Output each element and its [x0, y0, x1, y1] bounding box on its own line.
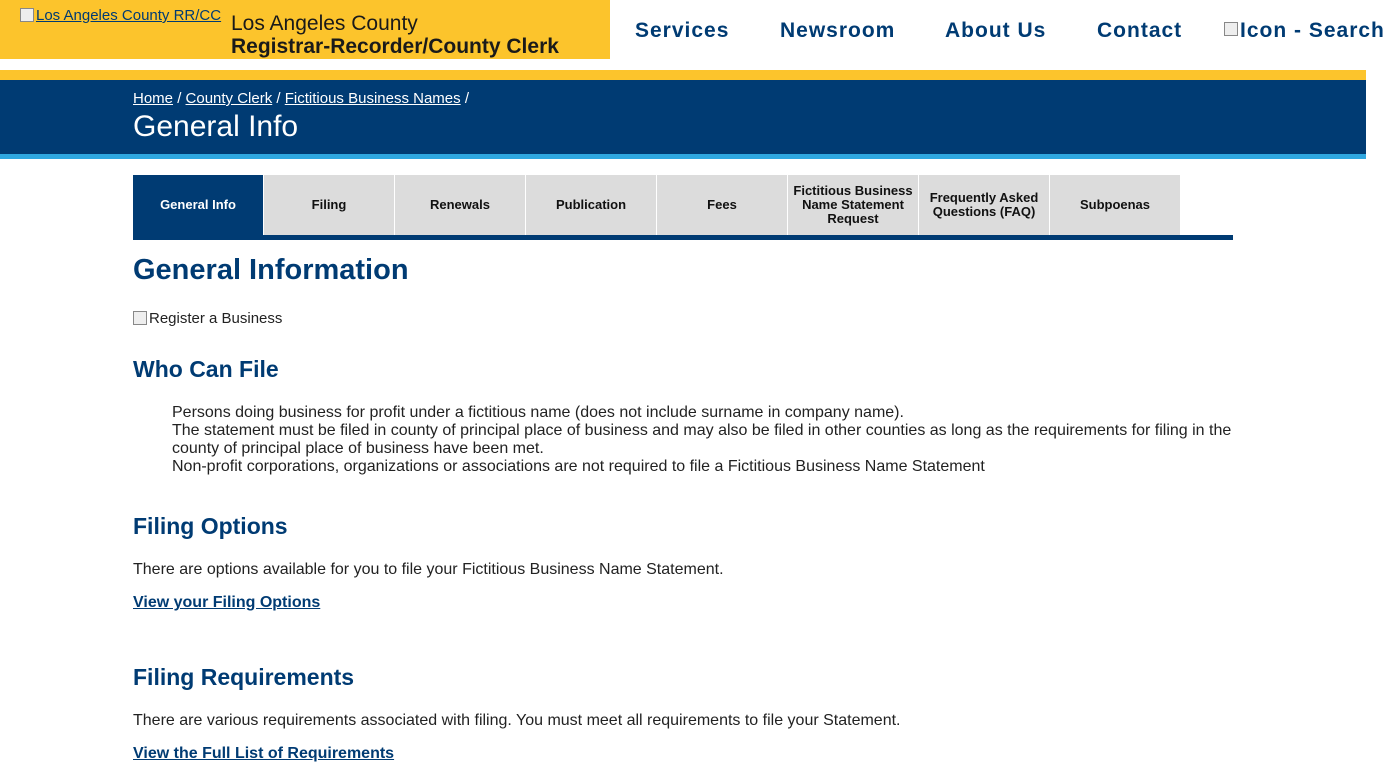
- breadcrumb: [133, 90, 469, 107]
- filing-requirements-link[interactable]: View the Full List of Requirements: [133, 745, 395, 762]
- breadcrumb-home[interactable]: Home: [133, 90, 174, 107]
- org-name-line1: Los Angeles County: [231, 12, 418, 35]
- county-logo-link[interactable]: [20, 7, 221, 24]
- register-business-image-alt: Register a Business: [149, 310, 283, 327]
- search-button[interactable]: [1224, 19, 1385, 43]
- list-item: Non-profit corporations, organizations or associations are not required to file a Fictitious Business Name Statement: [172, 458, 985, 475]
- list-item: Persons doing business for profit under a fictitious name (does not include surname in company name).: [172, 404, 904, 421]
- filing-options-link[interactable]: View your Filing Options: [133, 594, 321, 611]
- nav-about-us[interactable]: About Us: [945, 19, 1047, 42]
- tab-fees[interactable]: Fees: [657, 175, 787, 235]
- title-banner-accent: [0, 154, 1366, 159]
- tab-general-info[interactable]: General Info: [133, 175, 263, 235]
- tab-renewals[interactable]: Renewals: [395, 175, 525, 235]
- page-title: General Info: [133, 110, 299, 143]
- tabs-underline: [133, 235, 1233, 240]
- breadcrumb-fictitious-business-names[interactable]: Fictitious Business Names: [284, 90, 461, 107]
- nav-contact[interactable]: Contact: [1097, 19, 1183, 42]
- filing-options-text: There are options available for you to file your Fictitious Business Name Statement.: [133, 561, 724, 578]
- filing-options-heading: Filing Options: [133, 513, 288, 539]
- tab-fbn-statement-request[interactable]: Fictitious Business Name Statement Request: [788, 175, 918, 235]
- tab-faq[interactable]: Frequently Asked Questions (FAQ): [919, 175, 1049, 235]
- tab-filing[interactable]: Filing: [264, 175, 394, 235]
- header-gold-band: [0, 70, 1366, 80]
- broken-image-icon: [133, 311, 147, 325]
- who-can-file-heading: Who Can File: [133, 356, 279, 382]
- breadcrumb-separator: /: [276, 90, 281, 107]
- content-heading: General Information: [133, 254, 409, 286]
- org-name-line2: Registrar-Recorder/County Clerk: [231, 35, 559, 58]
- tab-publication[interactable]: Publication: [526, 175, 656, 235]
- filing-requirements-text: There are various requirements associated with filing. You must meet all requirements to file your Statement.: [133, 712, 901, 729]
- list-item: The statement must be filed in county of principal place of business and may also be filed in other counties as long as the requirements for filing in the county of principal place of business have been met.: [172, 422, 1232, 457]
- broken-image-icon: [20, 8, 34, 22]
- who-can-file-list: [172, 404, 1238, 476]
- breadcrumb-separator: /: [177, 90, 182, 107]
- search-icon: [1224, 22, 1238, 36]
- county-logo-alt: Los Angeles County RR/CC: [36, 7, 222, 24]
- breadcrumb-county-clerk[interactable]: County Clerk: [185, 90, 273, 107]
- nav-services[interactable]: Services: [635, 19, 730, 42]
- nav-newsroom[interactable]: Newsroom: [780, 19, 896, 42]
- search-icon-alt: Icon - Search: [1240, 19, 1385, 42]
- filing-requirements-heading: Filing Requirements: [133, 664, 355, 690]
- section-tabs: [133, 175, 1233, 235]
- tab-subpoenas[interactable]: Subpoenas: [1050, 175, 1180, 235]
- breadcrumb-separator: /: [464, 90, 469, 107]
- register-business-image: [133, 310, 282, 327]
